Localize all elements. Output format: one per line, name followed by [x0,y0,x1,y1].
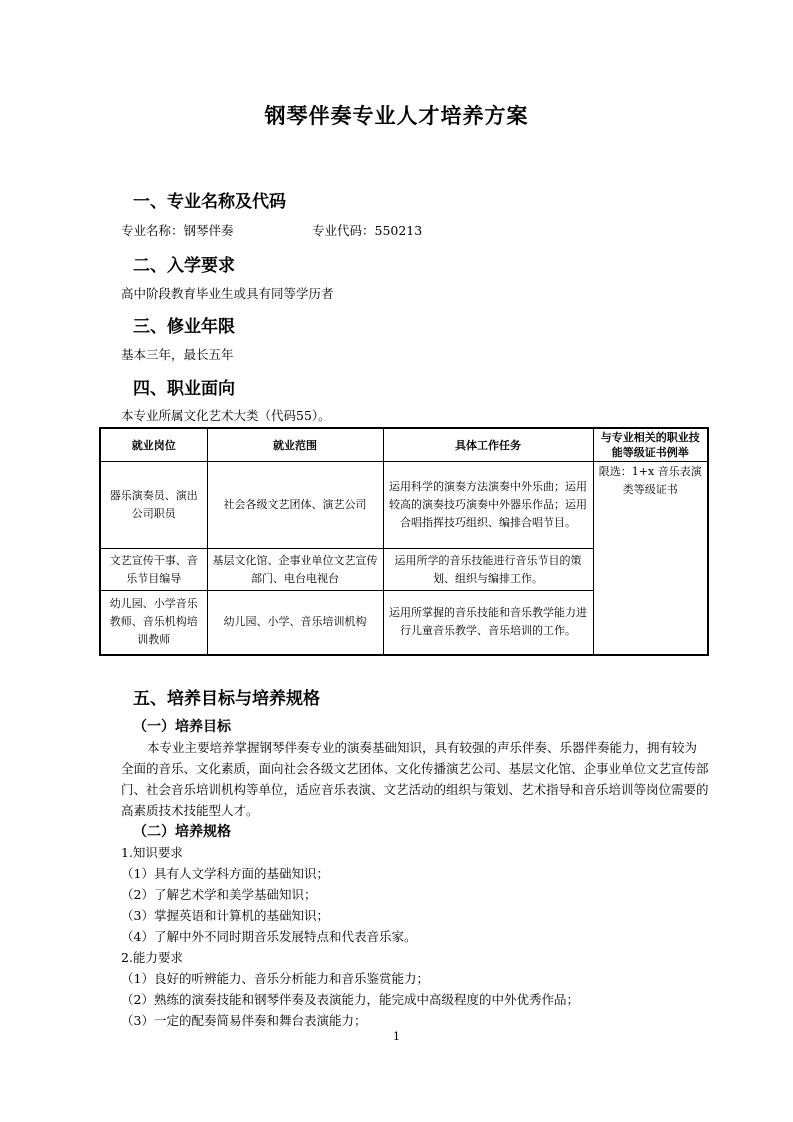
ability-heading: 2.能力要求 [121,950,183,965]
subsection-goal-heading: （一）培养目标 [133,719,231,735]
row1-post: 器乐演奏员、演出公司职员 [100,462,207,549]
career-intro: 本专业所属文化艺术大类（代码55）。 [121,408,331,423]
knowledge-item: （1）具有人文学科方面的基础知识； [121,866,329,881]
row2-scope: 基层文化馆、企事业单位文艺宣传部门、电台电视台 [207,549,383,591]
goal-paragraph-text: 本专业主要培养掌握钢琴伴奏专业的演奏基础知识，具有较强的声乐伴奏、乐器伴奏能力，拥有较为全面的音乐、文化素质，面向社会各级文艺团体、文化传播演艺公司、基层文化馆、企事业单位文艺宣传部门、社会音乐培训机构等单位，适应音乐表演、文艺活动的组织与策划、艺术指导和音乐培训等岗位需要的高素质技术技能型人才。 [121,740,709,818]
goal-paragraph [121,737,709,821]
header-task: 具体工作任务 [383,428,593,462]
knowledge-item: （4）了解中外不同时期音乐发展特点和代表音乐家。 [121,929,417,944]
major-name: 专业名称：钢琴伴奏 [121,223,234,238]
table-row [100,462,708,549]
row2-post: 文艺宣传干事、音乐节目编导 [100,549,207,591]
knowledge-heading: 1.知识要求 [121,845,183,860]
row3-post: 幼儿园、小学音乐教师、音乐机构培训教师 [100,591,207,655]
admission-text: 高中阶段教育毕业生或具有同等学历者 [121,286,334,301]
ability-item: （1）良好的听辨能力、音乐分析能力和音乐鉴赏能力； [121,971,429,986]
header-post: 就业岗位 [100,428,207,462]
subsection-spec-heading: （二）培养规格 [133,824,231,840]
section-4-heading: 四、职业面向 [133,379,235,399]
row2-task: 运用所学的音乐技能进行音乐节目的策划、组织与编排工作。 [383,549,593,591]
header-scope: 就业范围 [207,428,383,462]
career-table [99,427,709,656]
duration-text: 基本三年，最长五年 [121,347,234,362]
table-header-row [100,428,708,462]
section-2-heading: 二、入学要求 [133,256,235,276]
row1-scope: 社会各级文艺团体、演艺公司 [207,462,383,549]
page-title: 钢琴伴奏专业人才培养方案 [264,104,529,128]
major-code: 专业代码：550213 [312,223,423,238]
row3-scope: 幼儿园、小学、音乐培训机构 [207,591,383,655]
section-5-heading: 五、培养目标与培养规格 [133,689,320,709]
knowledge-item: （3）掌握英语和计算机的基础知识； [121,908,329,923]
ability-item: （3）一定的配奏简易伴奏和舞台表演能力； [121,1013,367,1028]
header-cert: 与专业相关的职业技能等级证书例举 [593,428,708,462]
row1-task: 运用科学的演奏方法演奏中外乐曲；运用较高的演奏技巧演奏中外器乐作品；运用合唱指挥技巧组织、编排合唱节目。 [383,462,593,549]
knowledge-item: （2）了解艺术学和美学基础知识； [121,887,317,902]
section-1-heading: 一、专业名称及代码 [133,192,286,212]
page-number: 1 [393,1030,400,1043]
cert-cell: 限选：1+x 音乐表演类等级证书 [593,462,708,655]
ability-item: （2）熟练的演奏技能和钢琴伴奏及表演能力，能完成中高级程度的中外优秀作品； [121,992,579,1007]
row3-task: 运用所掌握的音乐技能和音乐教学能力进行儿童音乐教学、音乐培训的工作。 [383,591,593,655]
section-3-heading: 三、修业年限 [133,317,235,337]
